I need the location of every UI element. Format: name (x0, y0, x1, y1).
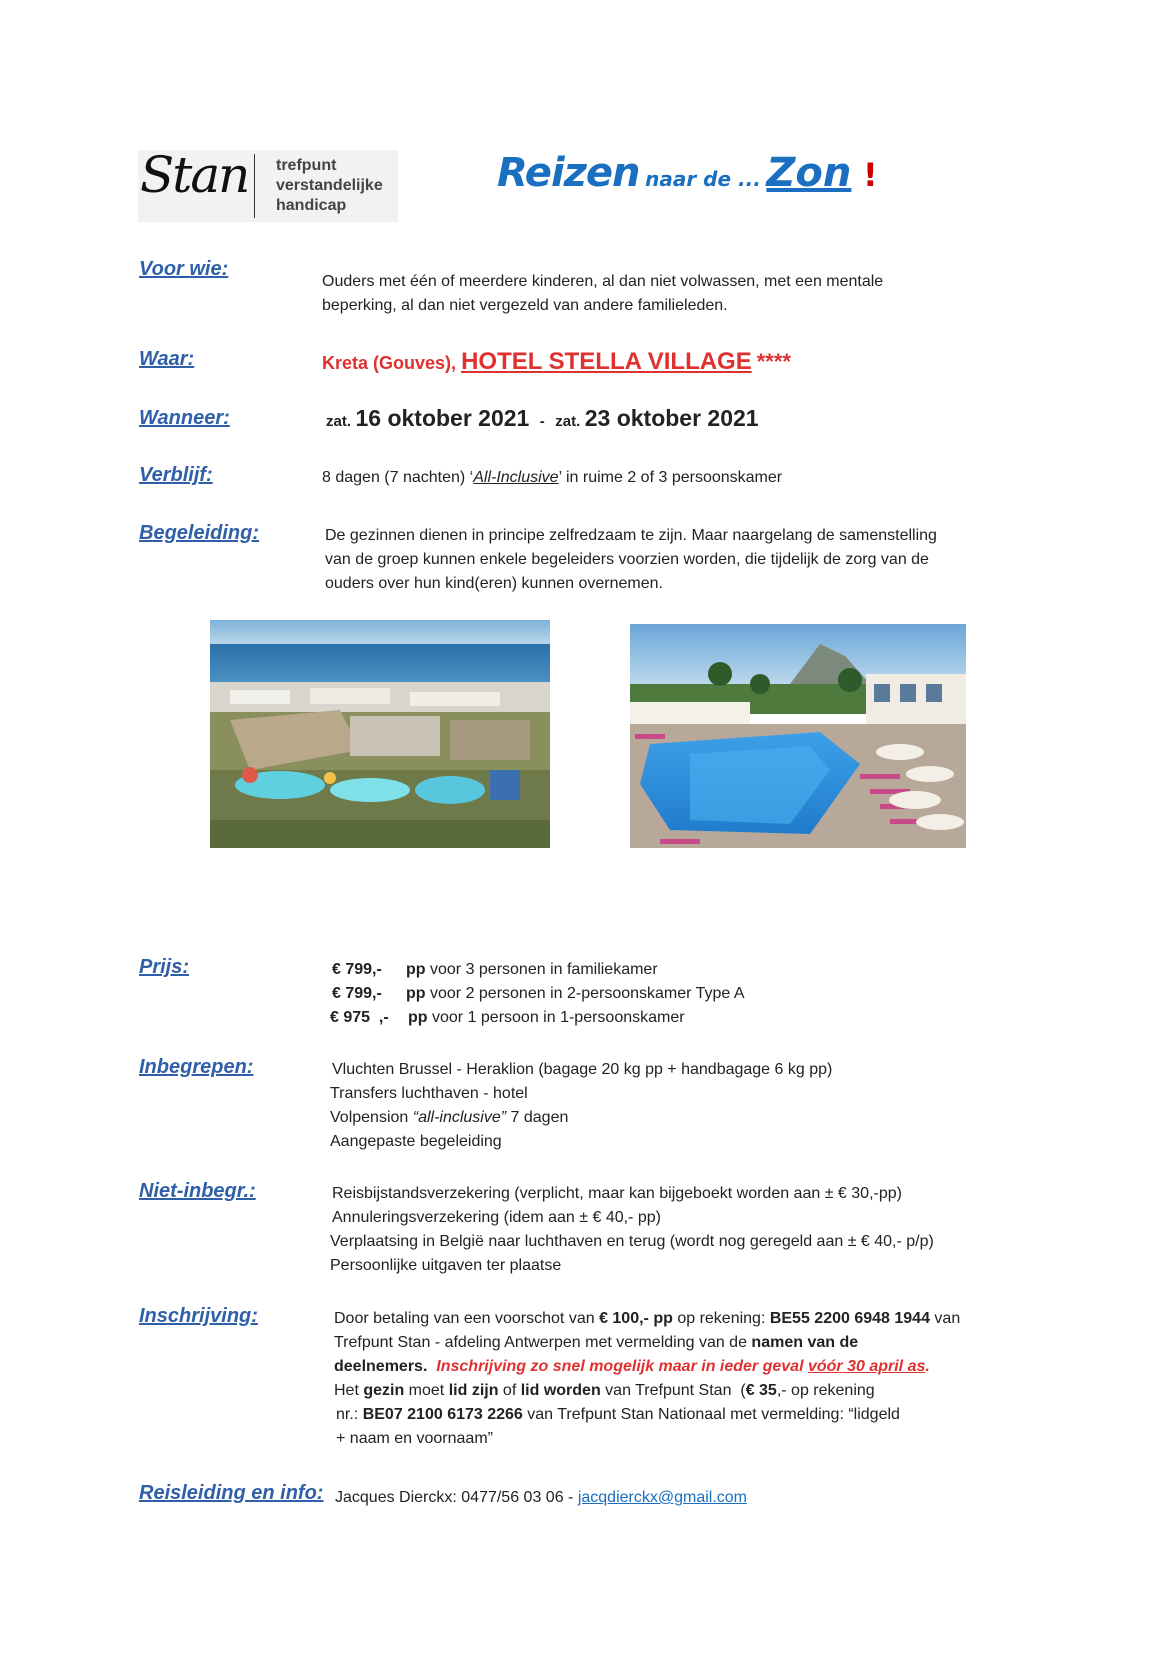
inbegrepen-line-3-em: “all-inclusive” (412, 1109, 507, 1126)
begeleiding-line-2: van de groep kunnen enkele begeleiders voorzien worden, die tijdelijk de zorg van de (325, 551, 929, 568)
inschrijving-l3b: Inschrijving zo snel mogelijk maar in ieder geval (436, 1358, 808, 1375)
info-contact: Jacques Dierckx: 0477/56 03 06 - (335, 1489, 578, 1506)
inschrijving-line-1 (334, 1307, 960, 1331)
wanneer-zat-1: zat. (326, 413, 352, 430)
inschrijving-l3a: deelnemers. (334, 1358, 428, 1375)
label-inschrijving: Inschrijving: (139, 1305, 258, 1327)
title-exclamation: ! (862, 156, 878, 194)
prijs-row-2-desc: voor 2 personen in 2-persoonskamer Type A (425, 985, 745, 1002)
inbegrepen-line-2: Transfers luchthaven - hotel (330, 1085, 528, 1102)
niet-inbegr-line-2: Annuleringsverzekering (idem aan ± € 40,- pp) (332, 1209, 661, 1226)
inbegrepen-line-3-post: 7 dagen (506, 1109, 569, 1126)
wanneer-date-2: 23 oktober 2021 (584, 405, 759, 431)
inschrijving-line-2 (334, 1331, 858, 1355)
waar-value (322, 350, 791, 375)
inschrijving-l4d: lid zijn (448, 1382, 499, 1399)
prijs-row-1 (332, 958, 658, 982)
inbegrepen-line-3-pre: Volpension (330, 1109, 413, 1126)
inschrijving-account-2: BE07 2100 6173 2266 (362, 1406, 523, 1423)
waar-hotel: HOTEL STELLA VILLAGE (461, 348, 752, 375)
inschrijving-l4i: ,- op rekening (776, 1382, 875, 1399)
photo-hotel-pool-image (630, 624, 966, 848)
prijs-row-3-price: € 975 ,- (330, 1009, 389, 1026)
label-reisleiding: Reisleiding en info: (139, 1482, 324, 1504)
prijs-row-1-desc: voor 3 personen in familiekamer (425, 961, 658, 978)
inschrijving-line-3: deelnemers. Inschrijving zo snel mogelijk maar in ieder geval vóór 30 april as. (334, 1358, 930, 1375)
wanneer-zat-2: zat. (555, 413, 581, 430)
label-begeleiding: Begeleiding: (139, 522, 260, 544)
label-niet-inbegr: Niet-inbegr.: (139, 1180, 256, 1202)
wanneer-date-1: 16 oktober 2021 (355, 405, 530, 431)
inschrijving-l1e: van (929, 1310, 961, 1327)
logo-line-2: verstandelijke (276, 177, 383, 194)
label-wanneer: Wanneer: (139, 407, 230, 429)
label-waar: Waar: (139, 348, 195, 370)
verblijf-value (322, 466, 782, 490)
logo-line-3: handicap (276, 197, 347, 214)
waar-stars: **** (756, 349, 791, 374)
logo-divider (254, 154, 255, 218)
inschrijving-line-5 (336, 1403, 900, 1427)
title-zon: Zon (766, 150, 852, 196)
inschrijving-account-1: BE55 2200 6948 1944 (769, 1310, 930, 1327)
prijs-row-3-desc: voor 1 persoon in 1-persoonskamer (427, 1009, 685, 1026)
prijs-row-2-pp: pp (406, 985, 426, 1002)
verblijf-post: ’ in ruime 2 of 3 persoonskamer (558, 469, 783, 486)
wanneer-value (326, 406, 759, 434)
niet-inbegr-line-4: Persoonlijke uitgaven ter plaatse (330, 1257, 562, 1274)
page-title (497, 150, 878, 196)
inschrijving-line-6: + naam en voornaam” (336, 1430, 493, 1447)
inschrijving-l4f: lid worden (520, 1382, 601, 1399)
inschrijving-l5c: van Trefpunt Stan Nationaal met vermelding: “lidgeld (522, 1406, 900, 1423)
email-link[interactable]: jacqdierckx@gmail.com (577, 1489, 747, 1506)
inschrijving-l4h: € 35 (745, 1382, 777, 1399)
voor-wie-line-1: Ouders met één of meerdere kinderen, al dan niet volwassen, met een mentale (322, 273, 884, 290)
inschrijving-line-4 (334, 1379, 875, 1403)
prijs-row-1-price: € 799,- (332, 961, 382, 978)
photo-resort-aerial (210, 620, 550, 848)
label-verblijf: Verblijf: (139, 464, 213, 486)
waar-place: Kreta (Gouves), (322, 353, 457, 373)
prijs-row-3-pp: pp (408, 1009, 428, 1026)
inschrijving-l4a: Het (334, 1382, 364, 1399)
title-naar-de: naar de ... (645, 167, 761, 191)
logo-line-1: trefpunt (276, 157, 337, 174)
inbegrepen-line-3 (330, 1106, 568, 1130)
inschrijving-deposit: € 100,- pp (599, 1310, 673, 1327)
inschrijving-l1c: op rekening: (672, 1310, 770, 1327)
wanneer-dash: - (539, 413, 545, 430)
inschrijving-l4b: gezin (363, 1382, 405, 1399)
label-inbegrepen: Inbegrepen: (139, 1056, 254, 1078)
prijs-row-2-price: € 799,- (332, 985, 382, 1002)
prijs-row-2 (332, 982, 745, 1006)
stan-logo (138, 146, 398, 222)
title-reizen: Reizen (497, 150, 640, 196)
begeleiding-line-1: De gezinnen dienen in principe zelfredzaam te zijn. Maar naargelang de samenstelling (325, 527, 937, 544)
prijs-row-1-pp: pp (406, 961, 426, 978)
niet-inbegr-line-1: Reisbijstandsverzekering (verplicht, maar kan bijgeboekt worden aan ± € 30,-pp) (332, 1185, 902, 1202)
verblijf-pre: 8 dagen (7 nachten) ‘ (322, 469, 474, 486)
inschrijving-l2a: Trefpunt Stan - afdeling Antwerpen met vermelding van de (334, 1334, 752, 1351)
inschrijving-l2b: namen van de (751, 1334, 859, 1351)
label-prijs: Prijs: (139, 956, 190, 978)
inbegrepen-line-1: Vluchten Brussel - Heraklion (bagage 20 kg pp + handbagage 6 kg pp) (332, 1061, 833, 1078)
inschrijving-l4g: van Trefpunt Stan ( (600, 1382, 746, 1399)
inschrijving-l4e: of (498, 1382, 521, 1399)
inschrijving-deadline: vóór 30 april as (807, 1358, 926, 1375)
voor-wie-line-2: beperking, al dan niet vergezeld van andere familieleden. (322, 297, 728, 314)
prijs-row-3 (330, 1006, 685, 1030)
inschrijving-l4c: moet (404, 1382, 449, 1399)
inschrijving-l5a: nr.: (336, 1406, 363, 1423)
logo-script: Stan (140, 146, 249, 204)
begeleiding-line-3: ouders over hun kind(eren) kunnen overnemen. (325, 575, 663, 592)
verblijf-all-inclusive: All-Inclusive (473, 469, 559, 486)
label-voor-wie: Voor wie: (139, 258, 229, 280)
inschrijving-l1a: Door betaling van een voorschot van (334, 1310, 600, 1327)
photo-resort-aerial-image (210, 620, 550, 848)
photo-hotel-pool (630, 624, 966, 848)
inbegrepen-line-4: Aangepaste begeleiding (330, 1133, 502, 1150)
niet-inbegr-line-3: Verplaatsing in België naar luchthaven en terug (wordt nog geregeld aan ± € 40,- p/p) (330, 1233, 934, 1250)
info-value (335, 1486, 747, 1510)
